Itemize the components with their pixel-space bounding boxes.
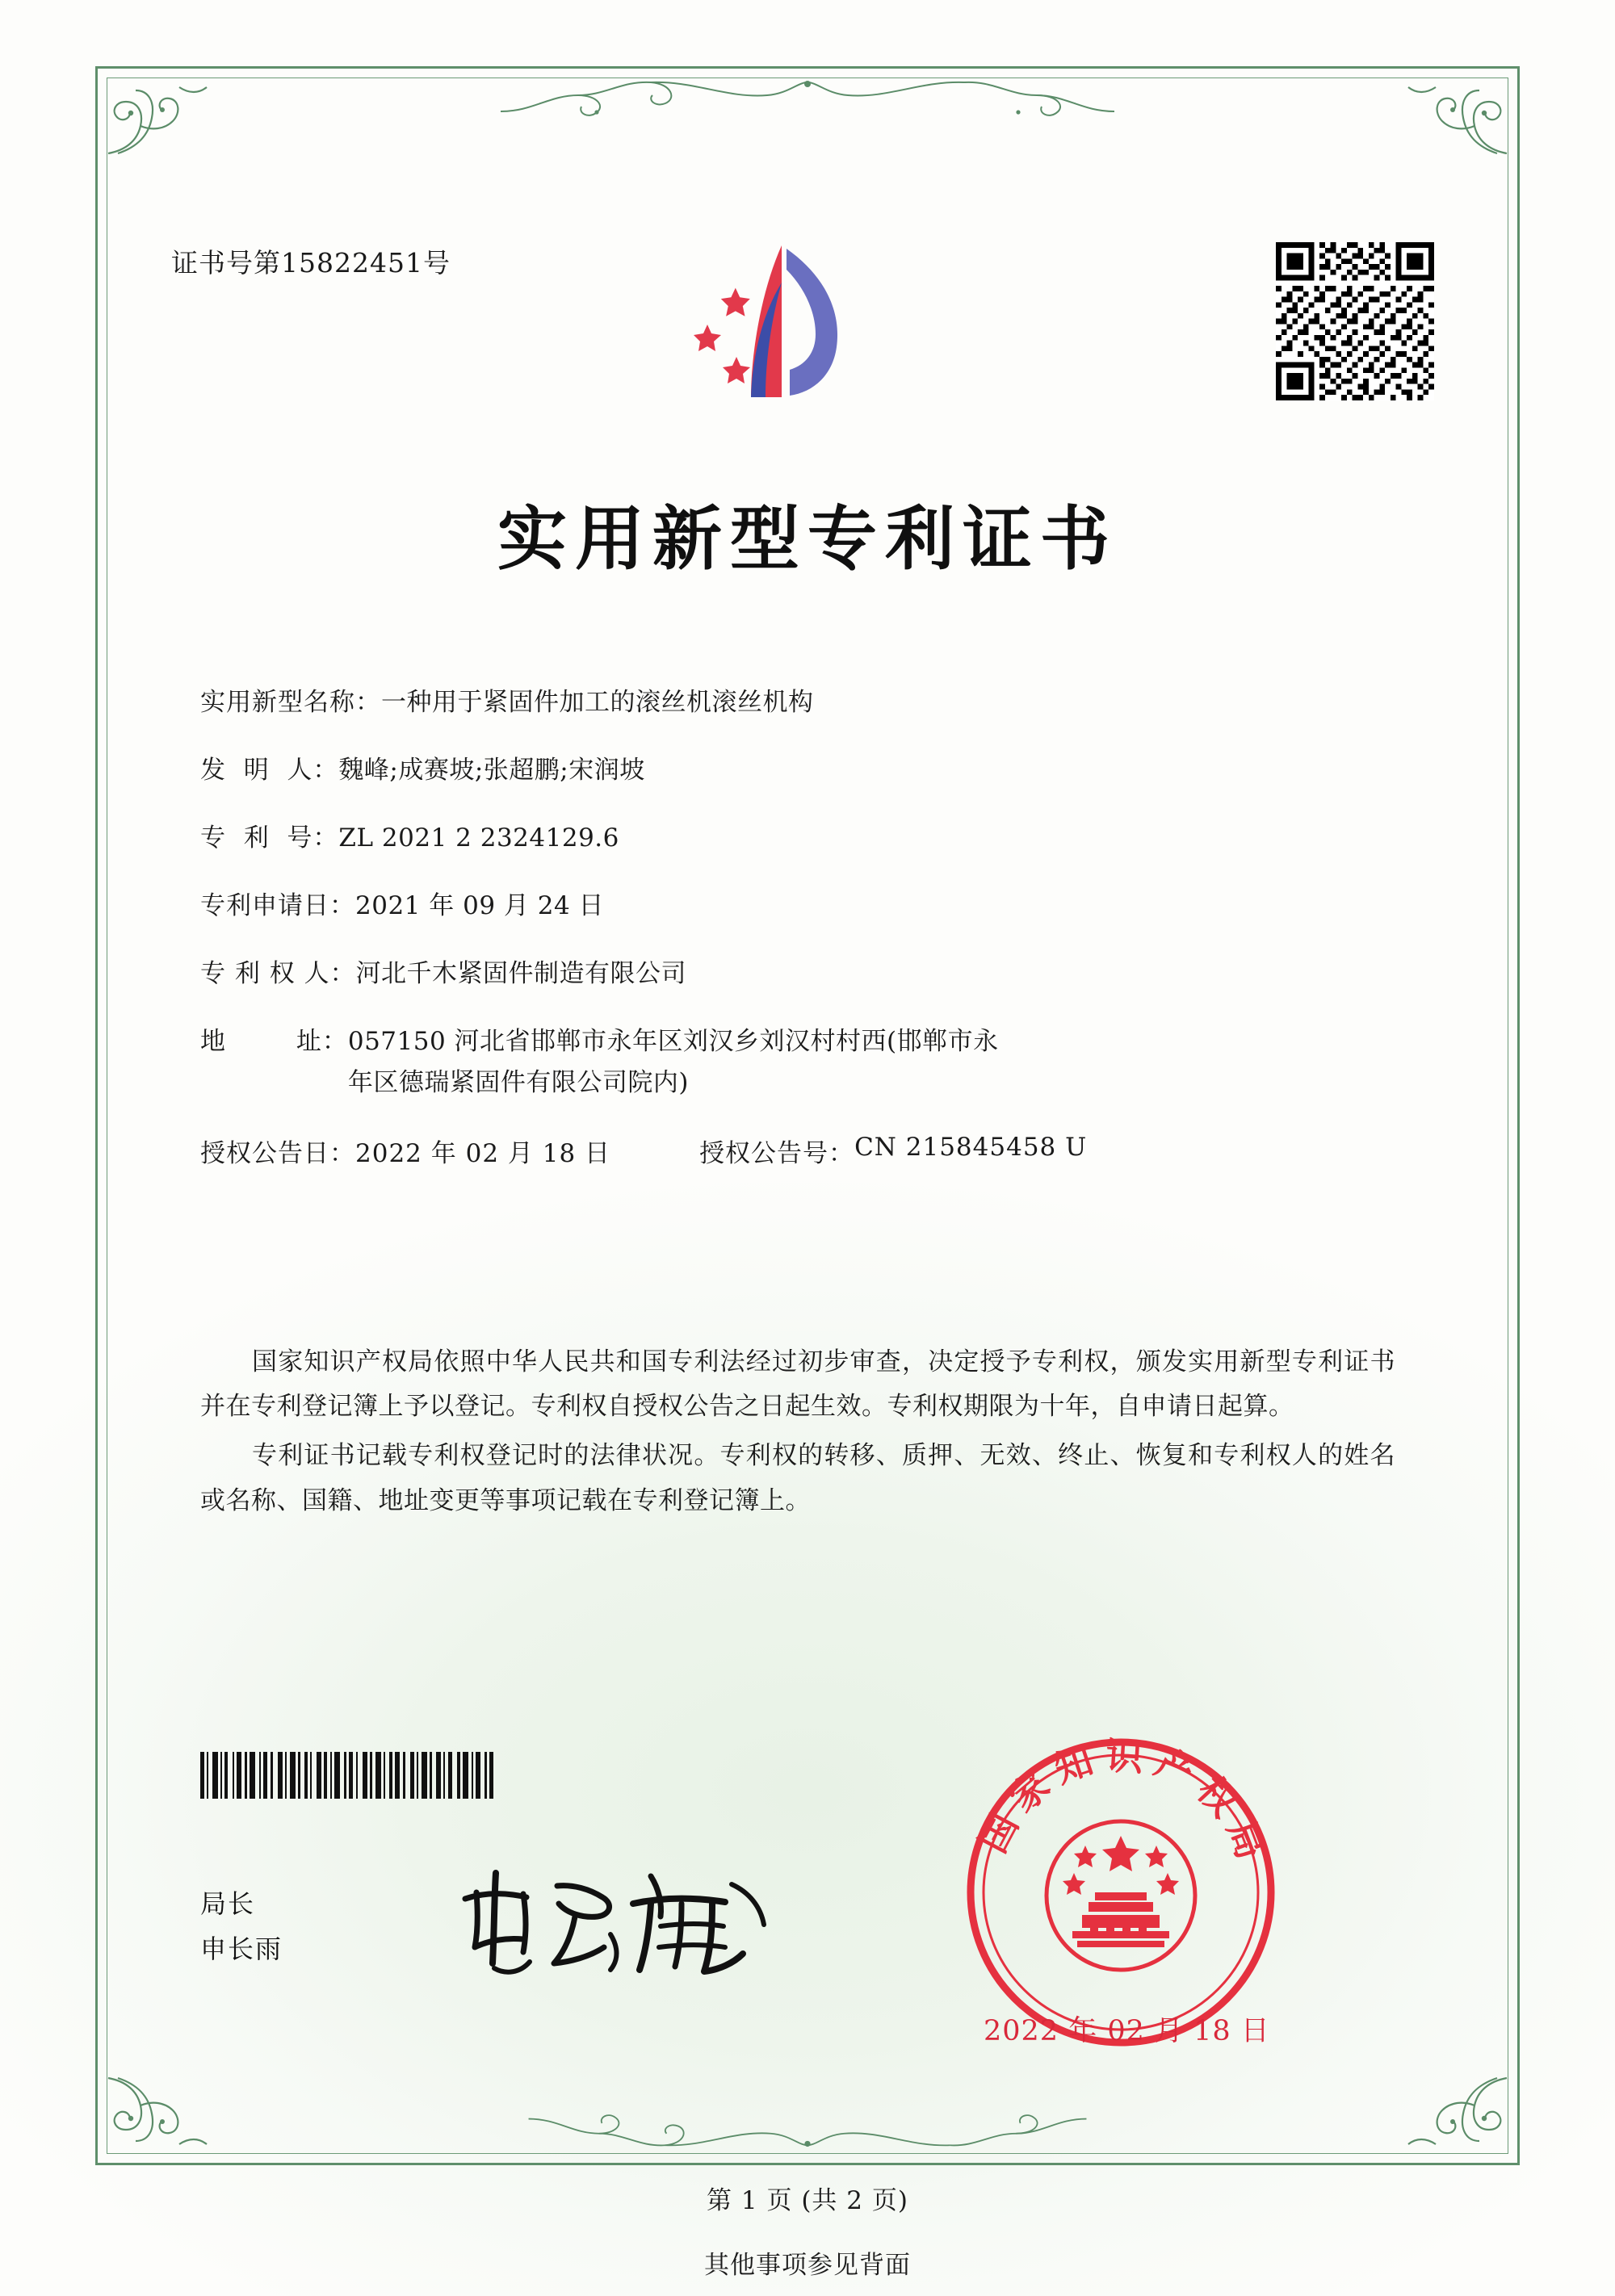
barcode <box>200 1752 612 1799</box>
field-label: 专 利 号： <box>200 823 339 853</box>
address-line-2: 年区德瑞紧固件有限公司院内) <box>347 1067 689 1097</box>
announcement-number-value: CN 215845458 U <box>854 1132 1088 1162</box>
announcement-date-label: 授权公告日： <box>200 1138 355 1168</box>
field-label: 专利申请日： <box>200 890 355 920</box>
paragraph-1: 国家知识产权局依照中华人民共和国专利法经过初步审查，决定授予专利权，颁发实用新型专利证书并在专利登记簿上予以登记。专利权自授权公告之日起生效。专利权期限为十年，自申请日起算。 <box>200 1347 1395 1422</box>
field-value: 2021 年 09 月 24 日 <box>355 890 605 920</box>
announcement-date-value: 2022 年 02 月 18 日 <box>355 1138 611 1168</box>
field-patentee <box>200 956 1395 992</box>
director-name-label: 申长雨 <box>200 1934 283 1964</box>
qr-code <box>1276 242 1434 400</box>
page-number: 第 1 页 (共 2 页) <box>707 2186 908 2215</box>
address-line-1: 057150 河北省邯郸市永年区刘汉乡刘汉村村西(邯郸市永 <box>347 1026 999 1056</box>
handwritten-signature <box>452 1857 791 1986</box>
field-patent-number <box>200 820 1395 857</box>
field-value: 河北千木紧固件制造有限公司 <box>355 958 687 988</box>
field-value: 魏峰;成赛坡;张超鹏;宋润坡 <box>338 755 645 785</box>
field-list <box>200 685 1395 1169</box>
grant-announcement-row <box>200 1133 1395 1169</box>
field-label: 地 址： <box>200 1026 348 1056</box>
field-value <box>348 1024 1395 1101</box>
footer-note: 其他事项参见背面 <box>704 2251 911 2280</box>
signature-block <box>200 1881 283 1971</box>
field-label: 发 明 人： <box>200 755 339 785</box>
field-address <box>200 1024 1395 1101</box>
field-label: 专 利 权 人： <box>200 958 356 988</box>
page-title: 实用新型专利证书 <box>497 498 1118 580</box>
top-flourish-icon <box>501 71 1114 124</box>
legal-text <box>200 1340 1395 1528</box>
field-utility-model-name <box>200 685 1395 721</box>
seal-date: 2022 年 02 月 18 日 <box>984 2015 1270 2047</box>
field-value: ZL 2021 2 2324129.6 <box>338 823 619 853</box>
field-application-date <box>200 888 1395 924</box>
field-label: 实用新型名称： <box>200 688 381 717</box>
bottom-flourish-icon <box>501 2107 1114 2156</box>
announcement-number-label: 授权公告号： <box>699 1138 855 1168</box>
paragraph-2: 专利证书记载专利权登记时的法律状况。专利权的转移、质押、无效、终止、恢复和专利权人的姓名或名称、国籍、地址变更等事项记载在专利登记簿上。 <box>200 1441 1395 1515</box>
field-value: 一种用于紧固件加工的滚丝机滚丝机构 <box>381 688 814 717</box>
field-inventors <box>200 752 1395 789</box>
cnipa-logo-icon <box>683 234 885 420</box>
svg-text:国家知识产权局: 国家知识产权局 <box>971 1733 1277 1875</box>
certificate-number: 证书号第15822451号 <box>171 247 451 279</box>
director-title-label: 局长 <box>200 1888 256 1919</box>
